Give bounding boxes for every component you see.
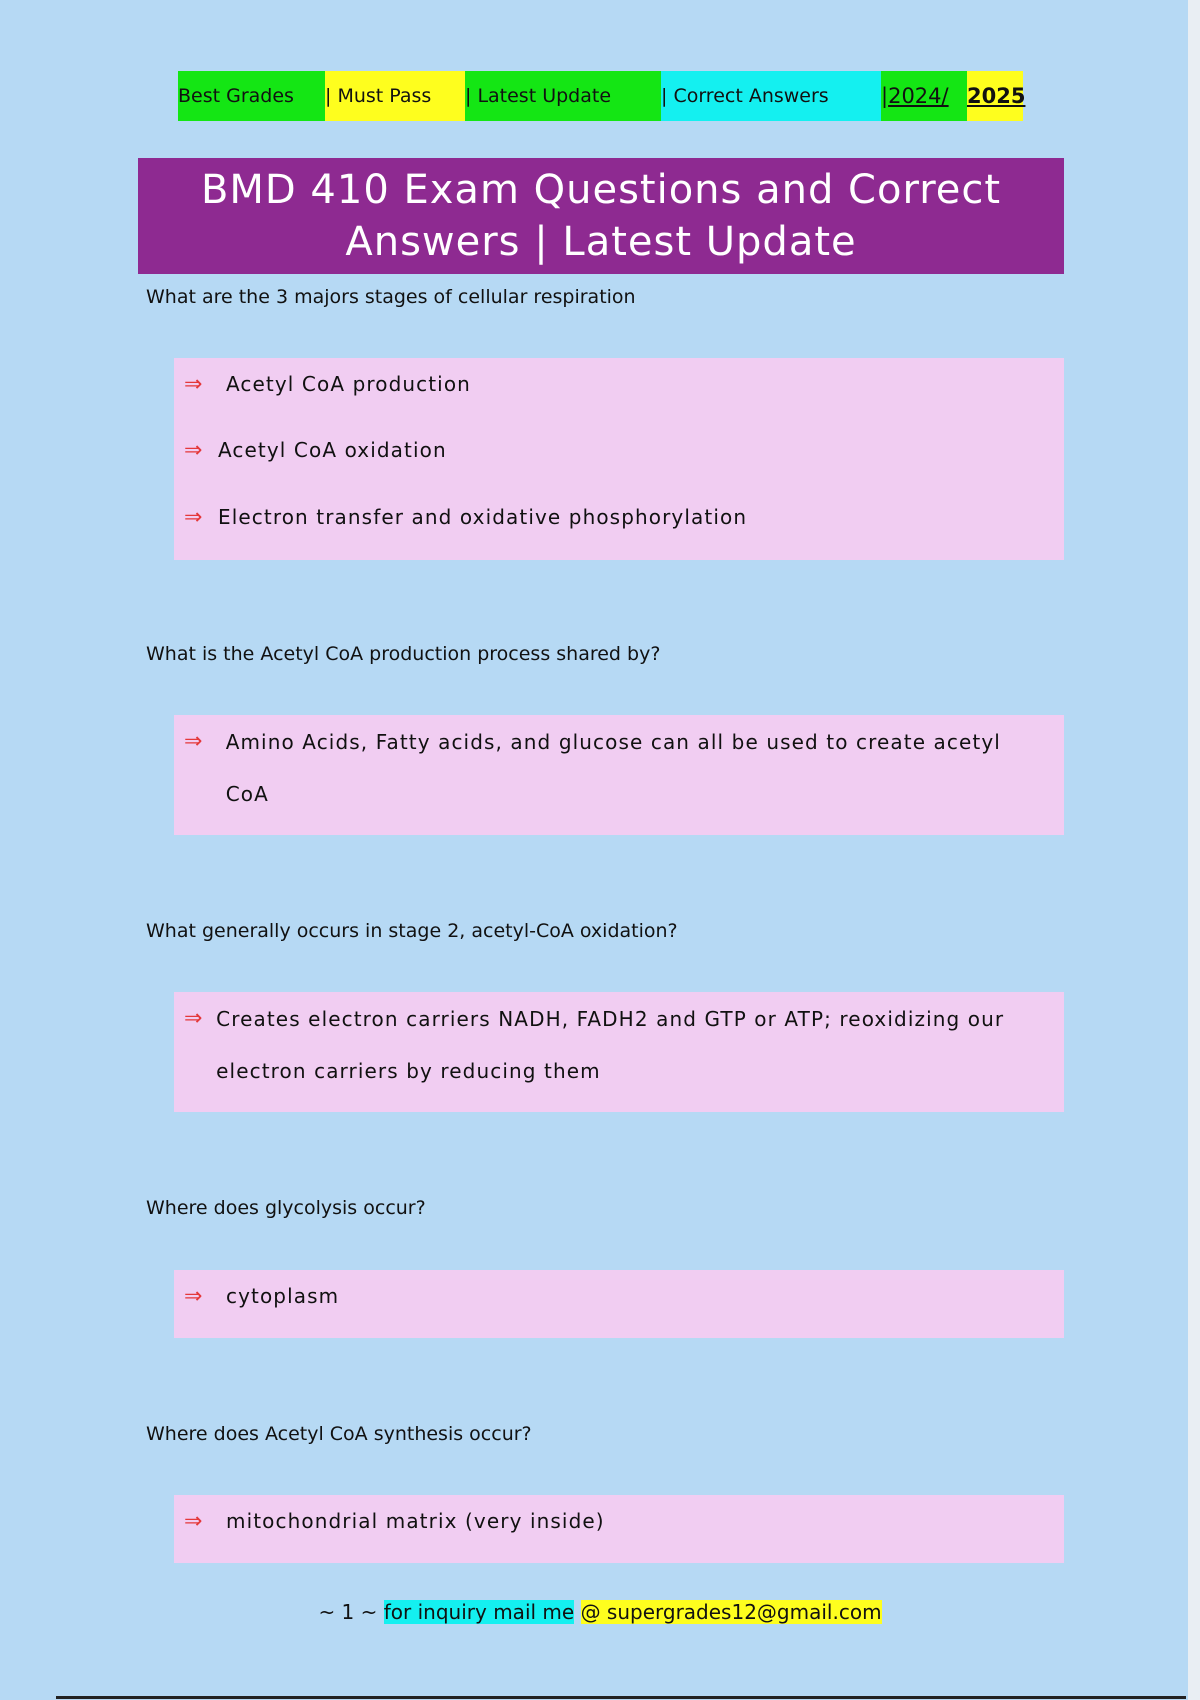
- page-number: ~ 1 ~: [318, 1600, 378, 1624]
- answer-item: ⇒ Creates electron carriers NADH, FADH2 and GTP or ATP; reoxidizing our electron carriers by reducing them: [184, 1006, 1005, 1083]
- tag-correct-answers: | Correct Answers: [661, 71, 881, 121]
- tag-year-2024: | 2024/: [881, 71, 967, 121]
- arrow-icon: ⇒: [184, 372, 204, 397]
- arrow-icon: ⇒: [184, 1006, 204, 1031]
- tag-best-grades: Best Grades: [178, 71, 325, 121]
- answer-box-4: [174, 1270, 1064, 1338]
- arrow-icon: ⇒: [184, 1284, 204, 1309]
- page-footer: [0, 1600, 1200, 1624]
- answer-box-5: [174, 1495, 1064, 1563]
- page-edge: [1188, 0, 1200, 1700]
- arrow-icon: ⇒: [184, 505, 204, 530]
- answer-item: ⇒ Acetyl CoA oxidation: [184, 438, 447, 463]
- contact-email[interactable]: @ supergrades12@gmail.com: [580, 1600, 882, 1624]
- answer-box-2: [174, 715, 1064, 835]
- question-5: Where does Acetyl CoA synthesis occur?: [146, 1423, 532, 1445]
- bottom-divider: [56, 1696, 1186, 1699]
- inquiry-text: for inquiry mail me: [383, 1600, 575, 1624]
- arrow-icon: ⇒: [184, 729, 204, 754]
- document-title: BMD 410 Exam Questions and Correct Answers | Latest Update: [138, 158, 1064, 274]
- answer-item: ⇒ Amino Acids, Fatty acids, and glucose can all be used to create acetyl CoA: [184, 729, 1001, 806]
- tag-year-2025: 2025: [967, 71, 1023, 121]
- answer-box-3: [174, 992, 1064, 1112]
- tag-latest-update: | Latest Update: [465, 71, 661, 121]
- arrow-icon: ⇒: [184, 1509, 204, 1534]
- answer-item: ⇒ Electron transfer and oxidative phosphorylation: [184, 505, 748, 530]
- question-1: What are the 3 majors stages of cellular respiration: [146, 286, 636, 308]
- answer-item: ⇒ mitochondrial matrix (very inside): [184, 1509, 605, 1534]
- question-3: What generally occurs in stage 2, acetyl-CoA oxidation?: [146, 920, 678, 942]
- answer-box-1: [174, 358, 1064, 560]
- arrow-icon: ⇒: [184, 438, 204, 463]
- answer-item: ⇒ Acetyl CoA production: [184, 372, 471, 397]
- question-4: Where does glycolysis occur?: [146, 1197, 426, 1219]
- tag-must-pass: | Must Pass: [325, 71, 465, 121]
- question-2: What is the Acetyl CoA production process shared by?: [146, 643, 661, 665]
- answer-item: ⇒ cytoplasm: [184, 1284, 340, 1309]
- tag-bar: [178, 71, 1026, 121]
